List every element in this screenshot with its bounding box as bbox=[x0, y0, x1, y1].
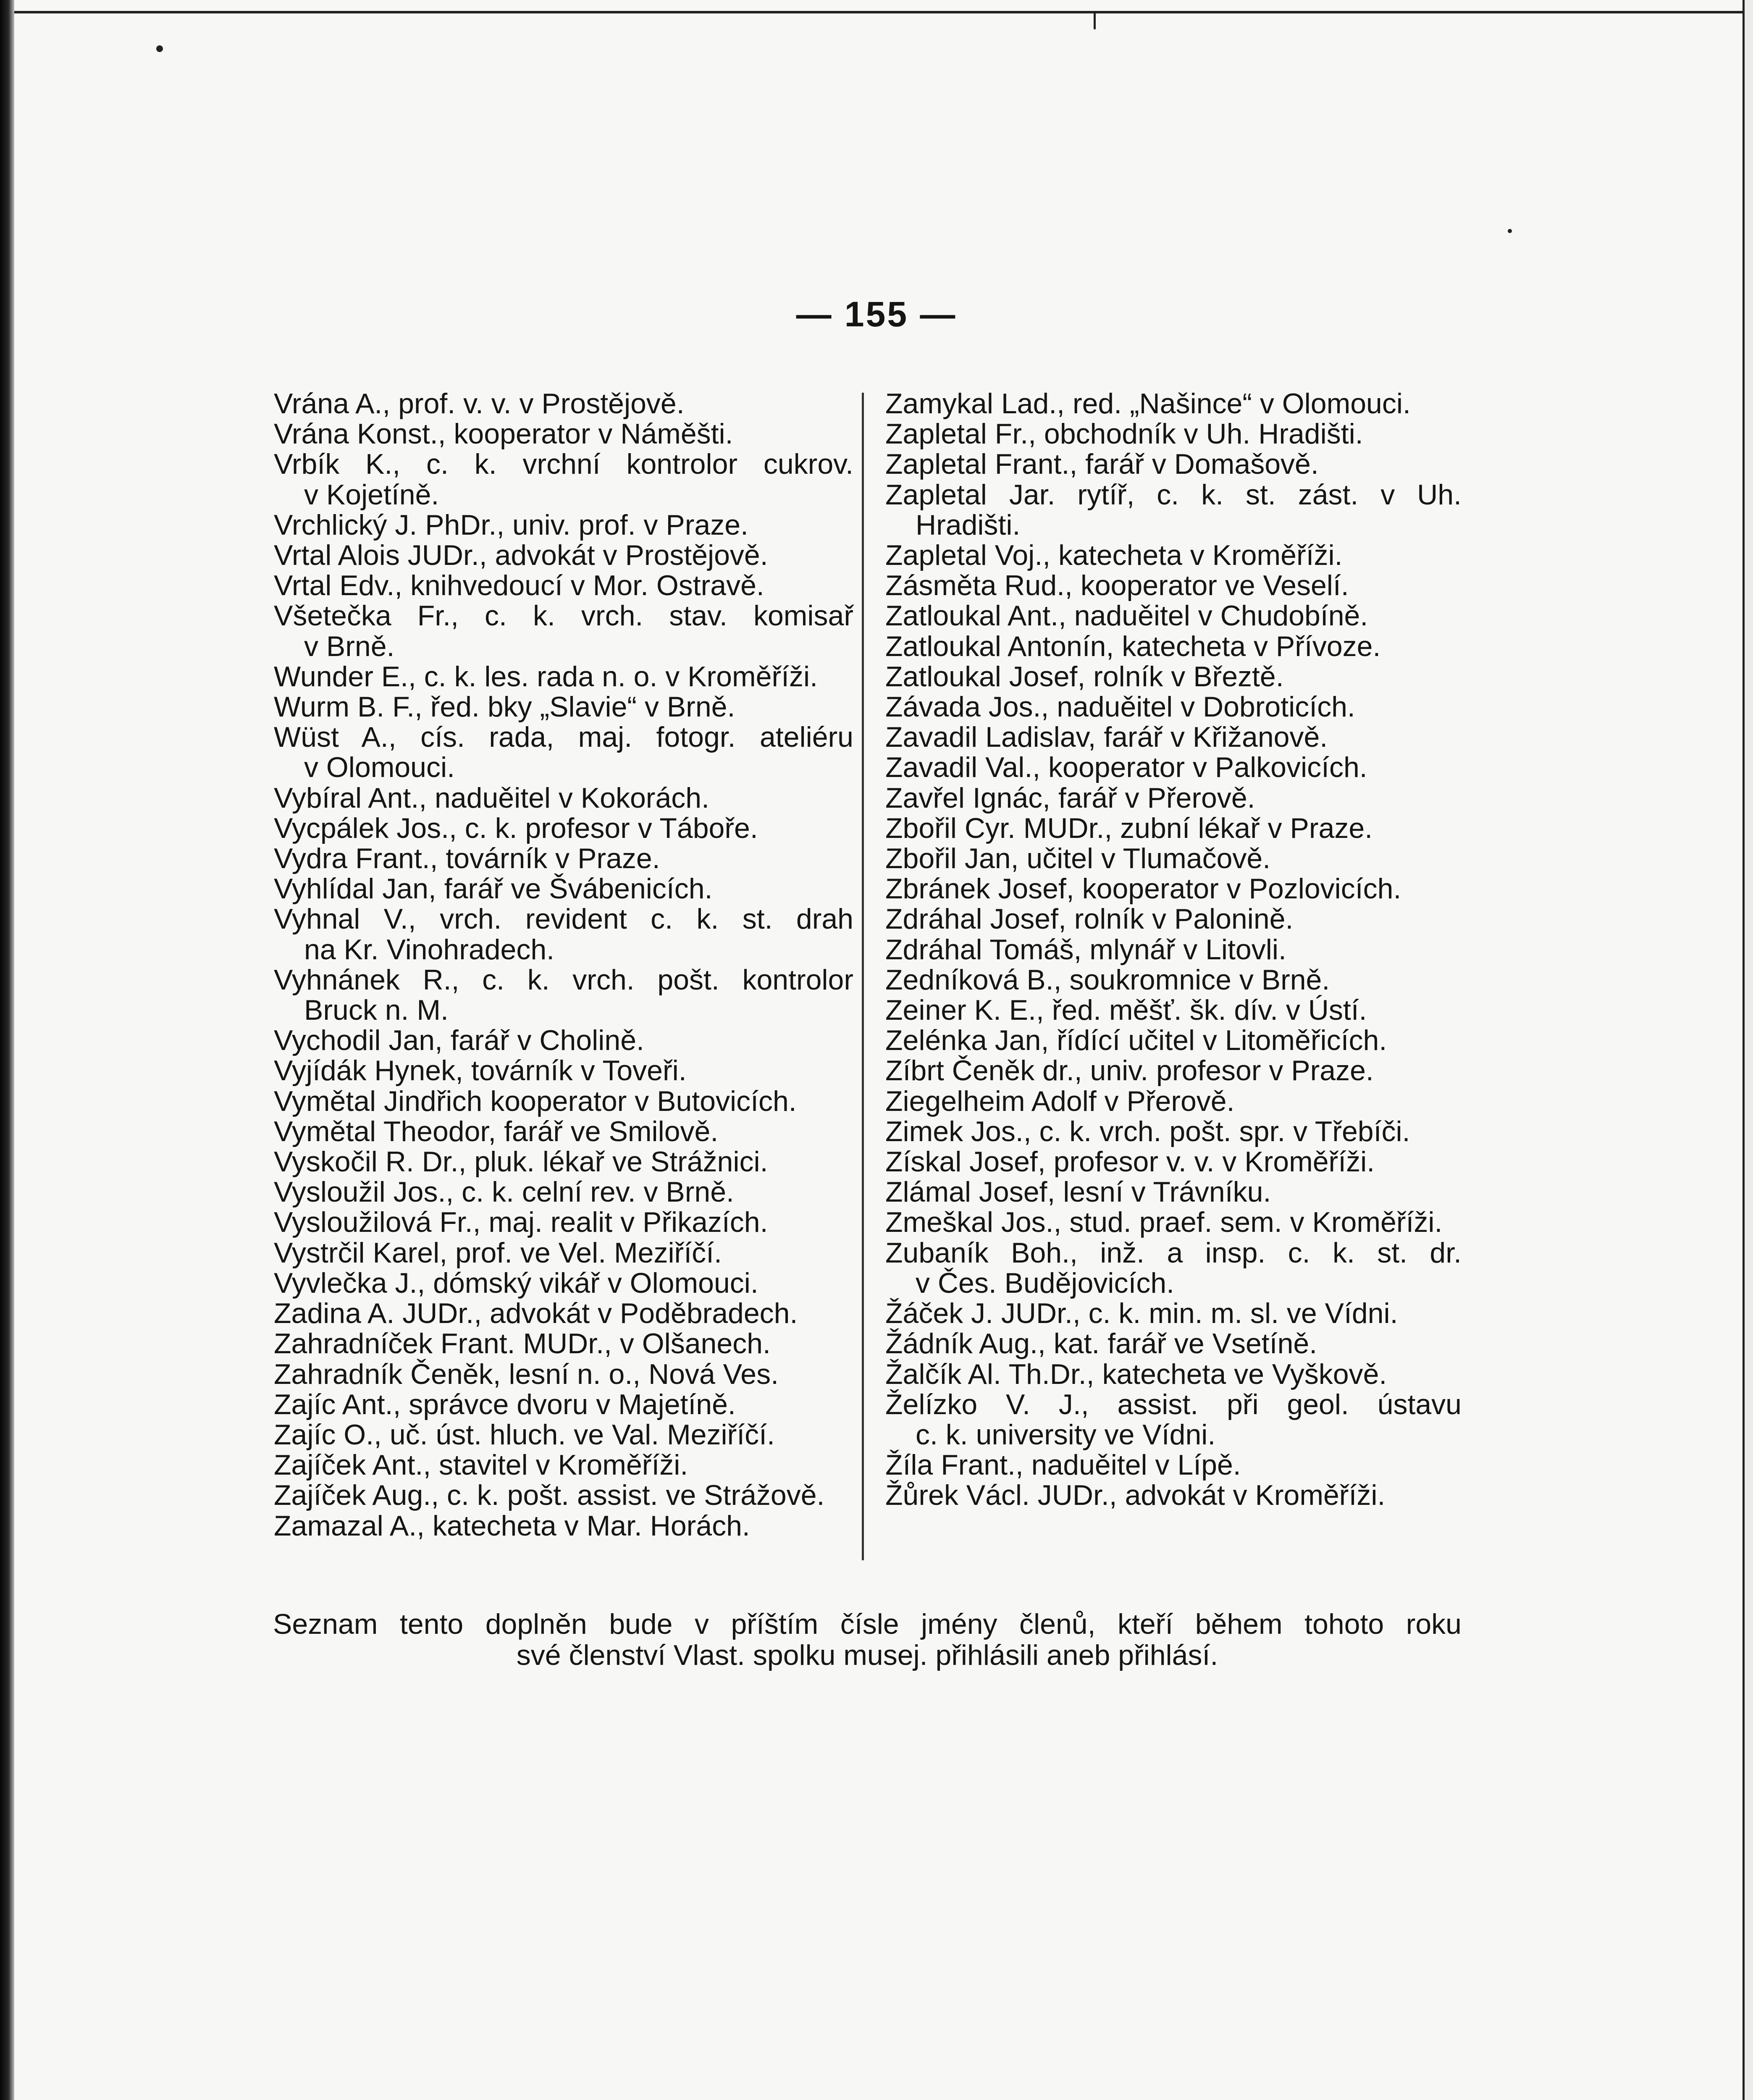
member-entry bbox=[274, 1177, 853, 1207]
member-entry-text: Zatloukal Ant., naduěitel v Chudobíně. bbox=[885, 600, 1368, 632]
member-entry-text: Zapletal Voj., katecheta v Kroměříži. bbox=[885, 539, 1343, 572]
member-entry-text: Wüst A., cís. rada, maj. fotogr. ateliéru bbox=[274, 721, 853, 753]
member-entry-continuation: v Čes. Budějovicích. bbox=[916, 1267, 1175, 1299]
member-entry bbox=[885, 601, 1462, 631]
member-entry bbox=[885, 752, 1462, 782]
member-entry bbox=[274, 1147, 853, 1177]
member-entry bbox=[274, 1511, 853, 1541]
member-entry bbox=[274, 510, 853, 540]
member-entry-continuation: v Brně. bbox=[304, 630, 395, 662]
member-entry-text: Zamykal Lad., red. „Našince“ v Olomouci. bbox=[885, 388, 1411, 420]
member-entry-text: Zapletal Fr., obchodník v Uh. Hradišti. bbox=[885, 418, 1363, 450]
member-entry-text: Vycpálek Jos., c. k. profesor v Táboře. bbox=[274, 812, 758, 844]
footer-note bbox=[273, 1609, 1462, 1671]
member-entry bbox=[274, 570, 853, 601]
member-entry bbox=[274, 1268, 853, 1298]
member-entry-text: Zimek Jos., c. k. vrch. pošt. spr. v Třebíči. bbox=[885, 1115, 1410, 1147]
member-entry bbox=[885, 662, 1462, 692]
member-entry bbox=[274, 1086, 853, 1116]
member-entry-text: Zavadil Val., kooperator v Palkovicích. bbox=[885, 751, 1367, 784]
member-entry bbox=[274, 1116, 853, 1147]
member-entry-text: Zadina A. JUDr., advokát v Poděbradech. bbox=[274, 1297, 798, 1330]
member-entry-text: Zajíc Ant., správce dvoru v Majetíně. bbox=[274, 1388, 736, 1420]
member-entry bbox=[274, 813, 853, 843]
member-entry bbox=[885, 1147, 1462, 1177]
member-list-right-column bbox=[885, 388, 1462, 1511]
member-entry bbox=[274, 1450, 853, 1480]
member-entry-text: Zatloukal Antonín, katecheta v Přívoze. bbox=[885, 630, 1381, 662]
member-entry-text: Závada Jos., naduěitel v Dobroticích. bbox=[885, 691, 1355, 723]
member-entry-text: Zásměta Rud., kooperator ve Veselí. bbox=[885, 570, 1349, 602]
member-entry-continuation: na Kr. Vinohradech. bbox=[304, 933, 555, 966]
member-entry-text: Zahradník Čeněk, lesní n. o., Nová Ves. bbox=[274, 1358, 779, 1390]
member-entry-text: Vrbík K., c. k. vrchní kontrolor cukrov. bbox=[274, 448, 853, 480]
member-entry bbox=[885, 449, 1462, 479]
member-entry-continuation: v Kojetíně. bbox=[304, 478, 439, 511]
member-entry-text: Vyvlečka J., dómský vikář v Olomouci. bbox=[274, 1267, 758, 1299]
member-entry-continuation: c. k. university ve Vídni. bbox=[916, 1418, 1216, 1451]
member-entry bbox=[885, 934, 1462, 965]
member-entry-text: Zavřel Ignác, farář v Přerově. bbox=[885, 782, 1255, 814]
member-entry-text: Vrtal Alois JUDr., advokát v Prostějově. bbox=[274, 539, 768, 572]
member-entry bbox=[885, 783, 1462, 813]
page-number: — 155 — bbox=[796, 294, 957, 334]
member-entry bbox=[274, 662, 853, 692]
member-entry bbox=[885, 904, 1462, 934]
member-entry bbox=[274, 1207, 853, 1237]
member-entry bbox=[885, 722, 1462, 752]
member-entry bbox=[274, 1298, 853, 1328]
member-entry bbox=[274, 1328, 853, 1359]
member-entry bbox=[885, 1328, 1462, 1359]
member-entry bbox=[274, 1055, 853, 1086]
member-entry-text: Vystrčil Karel, prof. ve Vel. Meziříčí. bbox=[274, 1236, 722, 1269]
member-entry-text: Vyhlídal Jan, farář ve Švábenicích. bbox=[274, 873, 713, 905]
member-entry-text: Žádník Aug., kat. farář ve Vsetíně. bbox=[885, 1328, 1317, 1360]
member-entry-text: Vybíral Ant., naduěitel v Kokorách. bbox=[274, 782, 709, 814]
member-entry bbox=[885, 1207, 1462, 1237]
member-entry-text: Želízko V. J., assist. při geol. ústavu bbox=[885, 1388, 1462, 1420]
member-entry bbox=[885, 813, 1462, 843]
member-entry bbox=[274, 965, 853, 1025]
member-entry-text: Všetečka Fr., c. k. vrch. stav. komisař bbox=[274, 600, 853, 632]
member-entry bbox=[274, 1480, 853, 1510]
scan-top-edge bbox=[14, 0, 1753, 13]
member-entry bbox=[885, 995, 1462, 1025]
member-entry-text: Získal Josef, profesor v. v. v Kroměříži. bbox=[885, 1146, 1375, 1178]
member-entry-text: Zíbrt Čeněk dr., univ. profesor v Praze. bbox=[885, 1055, 1374, 1087]
member-entry bbox=[885, 965, 1462, 995]
footer-note-line: Seznam tento doplněn bude v příštím čísle jmény členů, kteří během tohoto roku bbox=[273, 1608, 1462, 1640]
member-entry-text: Wunder E., c. k. les. rada n. o. v Kroměříži. bbox=[274, 660, 818, 693]
member-entry bbox=[274, 601, 853, 661]
member-entry bbox=[885, 1480, 1462, 1510]
member-entry-text: Vrána Konst., kooperator v Náměšti. bbox=[274, 418, 733, 450]
member-entry-text: Zdráhal Tomáš, mlynář v Litovli. bbox=[885, 933, 1286, 966]
member-entry-text: Vymětal Theodor, farář ve Smilově. bbox=[274, 1115, 719, 1147]
member-entry bbox=[274, 843, 853, 874]
member-entry bbox=[274, 1025, 853, 1055]
scan-speck bbox=[1094, 13, 1096, 29]
member-entry-text: Zubaník Boh., inž. a insp. c. k. st. dr. bbox=[885, 1236, 1462, 1269]
member-entry-text: Vyhnánek R., c. k. vrch. pošt. kontrolor bbox=[274, 963, 853, 996]
member-entry-text: Zajíček Aug., c. k. pošt. assist. ve Strážově. bbox=[274, 1479, 825, 1512]
member-entry-text: Zdráhal Josef, rolník v Palonině. bbox=[885, 903, 1294, 935]
member-entry bbox=[274, 1389, 853, 1420]
member-entry-text: Zamazal A., katecheta v Mar. Horách. bbox=[274, 1509, 750, 1542]
member-entry-text: Vysloužilová Fr., maj. realit v Přikazích. bbox=[274, 1206, 768, 1239]
member-entry-text: Zedníková B., soukromnice v Brně. bbox=[885, 963, 1330, 996]
member-entry-text: Zatloukal Josef, rolník v Březtě. bbox=[885, 660, 1284, 693]
member-entry bbox=[885, 692, 1462, 722]
member-entry bbox=[274, 904, 853, 964]
member-entry-text: Zapletal Frant., farář v Domašově. bbox=[885, 448, 1319, 480]
member-entry-text: Zeiner K. E., řed. měšť. šk. dív. v Ústí. bbox=[885, 994, 1367, 1026]
member-entry-text: Zmeškal Jos., stud. praef. sem. v Kroměříži. bbox=[885, 1206, 1443, 1239]
member-entry bbox=[885, 1298, 1462, 1328]
member-entry bbox=[274, 692, 853, 722]
member-entry-text: Zavadil Ladislav, farář v Křižanově. bbox=[885, 721, 1328, 753]
member-entry bbox=[885, 874, 1462, 904]
member-entry bbox=[274, 722, 853, 782]
member-list-left-column bbox=[274, 388, 853, 1541]
member-entry-text: Žůrek Václ. JUDr., advokát v Kroměříži. bbox=[885, 1479, 1386, 1512]
member-entry-text: Žalčík Al. Th.Dr., katecheta ve Vyškově. bbox=[885, 1358, 1387, 1390]
member-entry bbox=[885, 1116, 1462, 1147]
member-entry-text: Žáček J. JUDr., c. k. min. m. sl. ve Vídni. bbox=[885, 1297, 1398, 1330]
member-entry-text: Vydra Frant., továrník v Praze. bbox=[274, 843, 660, 875]
member-entry-text: Zapletal Jar. rytíř, c. k. st. zást. v Uh. bbox=[885, 478, 1462, 511]
member-entry-text: Zbránek Josef, kooperator v Pozlovicích. bbox=[885, 873, 1401, 905]
member-entry-text: Vyhnal V., vrch. revident c. k. st. drah bbox=[274, 903, 853, 935]
member-entry bbox=[885, 1238, 1462, 1298]
member-entry bbox=[885, 388, 1462, 419]
member-entry bbox=[885, 1177, 1462, 1207]
member-entry bbox=[885, 1389, 1462, 1450]
member-entry-text: Vrchlický J. PhDr., univ. prof. v Praze. bbox=[274, 509, 748, 541]
member-entry-text: Zelénka Jan, řídící učitel v Litoměřicích. bbox=[885, 1024, 1387, 1057]
member-entry bbox=[274, 1420, 853, 1450]
member-entry bbox=[885, 1025, 1462, 1055]
scan-speck bbox=[1508, 229, 1512, 233]
member-entry-text: Vychodil Jan, farář v Cholině. bbox=[274, 1024, 644, 1057]
member-entry bbox=[885, 631, 1462, 662]
member-entry bbox=[274, 874, 853, 904]
member-entry-text: Vyjídák Hynek, továrník v Toveři. bbox=[274, 1055, 687, 1087]
member-entry-text: Wurm B. F., řed. bky „Slavie“ v Brně. bbox=[274, 691, 735, 723]
member-entry-text: Zbořil Jan, učitel v Tlumačově. bbox=[885, 843, 1271, 875]
member-entry-text: Žíla Frant., naduěitel v Lípě. bbox=[885, 1449, 1241, 1481]
member-entry bbox=[274, 540, 853, 570]
member-entry bbox=[274, 388, 853, 419]
scan-speck bbox=[156, 45, 163, 52]
member-entry bbox=[885, 1055, 1462, 1086]
member-entry bbox=[274, 1359, 853, 1389]
member-entry-text: Vyskočil R. Dr., pluk. lékař ve Strážnici. bbox=[274, 1146, 768, 1178]
member-entry bbox=[885, 540, 1462, 570]
member-entry bbox=[274, 419, 853, 449]
member-entry-continuation: v Olomouci. bbox=[304, 751, 455, 784]
member-entry-text: Zbořil Cyr. MUDr., zubní lékař v Praze. bbox=[885, 812, 1373, 844]
member-entry bbox=[885, 480, 1462, 540]
member-entry bbox=[885, 843, 1462, 874]
member-entry-text: Vrtal Edv., knihvedoucí v Mor. Ostravě. bbox=[274, 570, 764, 602]
member-entry-text: Zahradníček Frant. MUDr., v Olšanech. bbox=[274, 1328, 771, 1360]
member-entry-continuation: Hradišti. bbox=[916, 509, 1021, 541]
member-entry bbox=[274, 1238, 853, 1268]
footer-note-line: své členství Vlast. spolku musej. přihlásili aneb přihlásí. bbox=[516, 1639, 1218, 1671]
member-entry bbox=[885, 570, 1462, 601]
member-entry-text: Vymětal Jindřich kooperator v Butovicích. bbox=[274, 1085, 797, 1117]
member-entry-continuation: Bruck n. M. bbox=[304, 994, 449, 1026]
member-entry-text: Vysloužil Jos., c. k. celní rev. v Brně. bbox=[274, 1176, 734, 1208]
member-entry bbox=[885, 1450, 1462, 1480]
column-divider bbox=[862, 393, 864, 1560]
member-entry bbox=[885, 1359, 1462, 1389]
member-entry-text: Vrána A., prof. v. v. v Prostějově. bbox=[274, 388, 685, 420]
member-entry-text: Zajíc O., uč. úst. hluch. ve Val. Meziříčí. bbox=[274, 1418, 775, 1451]
member-entry bbox=[274, 449, 853, 509]
member-entry-text: Zajíček Ant., stavitel v Kroměříži. bbox=[274, 1449, 688, 1481]
member-entry bbox=[274, 783, 853, 813]
member-entry-text: Ziegelheim Adolf v Přerově. bbox=[885, 1085, 1235, 1117]
member-entry bbox=[885, 419, 1462, 449]
member-entry bbox=[885, 1086, 1462, 1116]
member-entry-text: Zlámal Josef, lesní v Trávníku. bbox=[885, 1176, 1271, 1208]
